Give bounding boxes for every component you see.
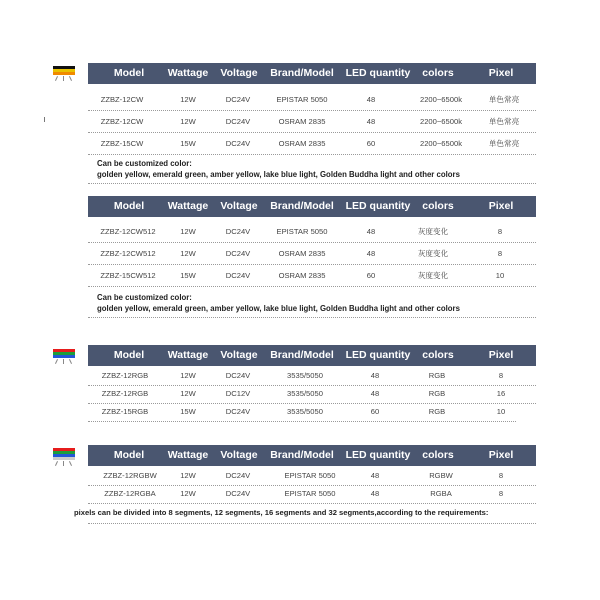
cell-colors: RGB [428, 371, 446, 380]
col-model: Model [113, 449, 145, 461]
light-rays-icon [53, 461, 75, 467]
cell-brand: EPISTAR 5050 [284, 489, 336, 498]
cell-voltage: DC24V [225, 227, 251, 236]
col-led-quantity: LED quantity [345, 200, 411, 212]
cell-pixel: 8 [497, 227, 503, 236]
col-model: Model [113, 67, 145, 79]
mono-color-light-icon [53, 66, 75, 75]
cell-colors: 2200~6500k [419, 95, 463, 104]
cell-voltage: DC24V [225, 489, 251, 498]
col-voltage: Voltage [220, 200, 258, 212]
cell-voltage: DC24V [225, 249, 251, 258]
rgbw-light-icon [53, 448, 75, 460]
col-colors: colors [422, 349, 454, 361]
cell-led-quantity: 60 [370, 407, 380, 416]
table-row [88, 466, 536, 486]
cell-model: ZZBZ-12CW512 [100, 227, 156, 236]
cell-brand: OSRAM 2835 [278, 117, 326, 126]
cell-pixel: 16 [496, 389, 506, 398]
rgb-light-icon [53, 349, 75, 358]
cell-pixel: 10 [496, 407, 506, 416]
divider [88, 183, 536, 184]
col-pixel: Pixel [488, 349, 514, 361]
cell-model: ZZBZ-12CW [100, 117, 144, 126]
col-voltage: Voltage [220, 67, 258, 79]
col-wattage: Wattage [167, 67, 209, 79]
cell-brand: OSRAM 2835 [278, 271, 326, 280]
cell-led-quantity: 48 [366, 227, 376, 236]
col-wattage: Wattage [167, 349, 209, 361]
table-row [88, 384, 536, 404]
col-brand: Brand/Model [270, 349, 334, 361]
cell-wattage: 12W [180, 489, 196, 498]
cell-wattage: 12W [180, 117, 196, 126]
cell-wattage: 15W [180, 407, 196, 416]
table-header [88, 445, 536, 466]
custom-color-note-list: golden yellow, emerald green, amber yellow, lake blue light, Golden Buddha light and other colors [97, 170, 460, 179]
light-rays-icon [53, 359, 75, 365]
col-pixel: Pixel [488, 67, 514, 79]
table-row [88, 484, 536, 504]
cell-led-quantity: 60 [366, 271, 376, 280]
table-header [88, 345, 536, 366]
cell-wattage: 15W [180, 139, 196, 148]
table-row [88, 402, 516, 422]
custom-color-note-title: Can be customized color: [97, 293, 192, 302]
cell-led-quantity: 48 [370, 371, 380, 380]
cell-colors: 灰度变化 [417, 249, 449, 258]
cell-model: ZZBZ-15CW [100, 139, 144, 148]
cell-pixel: 8 [498, 489, 504, 498]
cell-colors: RGBA [430, 489, 452, 498]
col-brand: Brand/Model [270, 200, 334, 212]
table-row [88, 243, 536, 265]
cell-model: ZZBZ-12RGBW [103, 471, 157, 480]
cell-wattage: 12W [180, 249, 196, 258]
cell-pixel: 10 [495, 271, 505, 280]
cell-colors: 2200~6500k [419, 117, 463, 126]
col-led-quantity: LED quantity [345, 349, 411, 361]
cell-pixel: 8 [497, 249, 503, 258]
cell-colors: 灰度变化 [417, 271, 449, 280]
cell-led-quantity: 60 [366, 139, 376, 148]
cell-brand: 3535/5050 [287, 407, 323, 416]
col-model: Model [113, 200, 145, 212]
cell-led-quantity: 48 [370, 489, 380, 498]
cell-brand: 3535/5050 [287, 389, 323, 398]
cell-led-quantity: 48 [366, 117, 376, 126]
col-wattage: Wattage [167, 200, 209, 212]
cell-voltage: DC24V [225, 271, 251, 280]
table-header [88, 196, 536, 217]
table-row [88, 366, 536, 386]
cell-model: ZZBZ-15RGB [101, 407, 149, 416]
cell-voltage: DC24V [225, 139, 251, 148]
cell-pixel: 8 [498, 471, 504, 480]
cell-wattage: 12W [180, 471, 196, 480]
table-row [88, 265, 536, 287]
col-wattage: Wattage [167, 449, 209, 461]
custom-color-note-list: golden yellow, emerald green, amber yellow, lake blue light, Golden Buddha light and other colors [97, 304, 460, 313]
cell-wattage: 15W [180, 271, 196, 280]
cell-led-quantity: 48 [366, 249, 376, 258]
col-pixel: Pixel [488, 449, 514, 461]
margin-mark [44, 117, 45, 122]
table-row [88, 111, 536, 133]
col-led-quantity: LED quantity [345, 449, 411, 461]
cell-pixel: 单色常亮 [488, 117, 520, 126]
cell-voltage: DC24V [225, 407, 251, 416]
cell-model: ZZBZ-15CW512 [100, 271, 156, 280]
cell-led-quantity: 48 [370, 471, 380, 480]
table-header [88, 63, 536, 84]
col-brand: Brand/Model [270, 449, 334, 461]
cell-wattage: 12W [180, 389, 196, 398]
col-pixel: Pixel [488, 200, 514, 212]
cell-brand: EPISTAR 5050 [276, 227, 328, 236]
cell-model: ZZBZ-12RGB [101, 371, 149, 380]
cell-brand: 3535/5050 [287, 371, 323, 380]
divider [88, 317, 536, 318]
cell-model: ZZBZ-12RGBA [104, 489, 156, 498]
cell-brand: OSRAM 2835 [278, 249, 326, 258]
cell-wattage: 12W [180, 371, 196, 380]
cell-wattage: 12W [180, 95, 196, 104]
cell-led-quantity: 48 [370, 389, 380, 398]
cell-voltage: DC12V [225, 389, 251, 398]
cell-pixel: 8 [498, 371, 504, 380]
pixel-segments-note: pixels can be divided into 8 segments, 12 segments, 16 segments and 32 segments,according to the requirements: [74, 508, 489, 517]
cell-brand: OSRAM 2835 [278, 139, 326, 148]
cell-brand: EPISTAR 5050 [284, 471, 336, 480]
cell-voltage: DC24V [225, 371, 251, 380]
cell-colors: RGBW [429, 471, 453, 480]
cell-voltage: DC24V [225, 471, 251, 480]
cell-colors: 灰度变化 [417, 227, 449, 236]
cell-brand: EPISTAR 5050 [276, 95, 328, 104]
cell-model: ZZBZ-12CW512 [100, 249, 156, 258]
cell-voltage: DC24V [225, 95, 251, 104]
table-row [88, 133, 536, 155]
col-led-quantity: LED quantity [345, 67, 411, 79]
cell-colors: RGB [428, 389, 446, 398]
col-model: Model [113, 349, 145, 361]
col-colors: colors [422, 449, 454, 461]
col-voltage: Voltage [220, 449, 258, 461]
cell-model: ZZBZ-12CW [100, 95, 144, 104]
col-voltage: Voltage [220, 349, 258, 361]
divider [88, 523, 536, 524]
cell-colors: RGB [428, 407, 446, 416]
light-rays-icon [53, 76, 75, 82]
col-brand: Brand/Model [270, 67, 334, 79]
table-row [88, 221, 536, 243]
custom-color-note-title: Can be customized color: [97, 159, 192, 168]
cell-wattage: 12W [180, 227, 196, 236]
col-colors: colors [422, 200, 454, 212]
cell-colors: 2200~6500k [419, 139, 463, 148]
table-row [88, 89, 536, 111]
cell-voltage: DC24V [225, 117, 251, 126]
cell-led-quantity: 48 [366, 95, 376, 104]
col-colors: colors [422, 67, 454, 79]
cell-model: ZZBZ-12RGB [101, 389, 149, 398]
cell-pixel: 单色常亮 [488, 139, 520, 148]
cell-pixel: 单色常亮 [488, 95, 520, 104]
